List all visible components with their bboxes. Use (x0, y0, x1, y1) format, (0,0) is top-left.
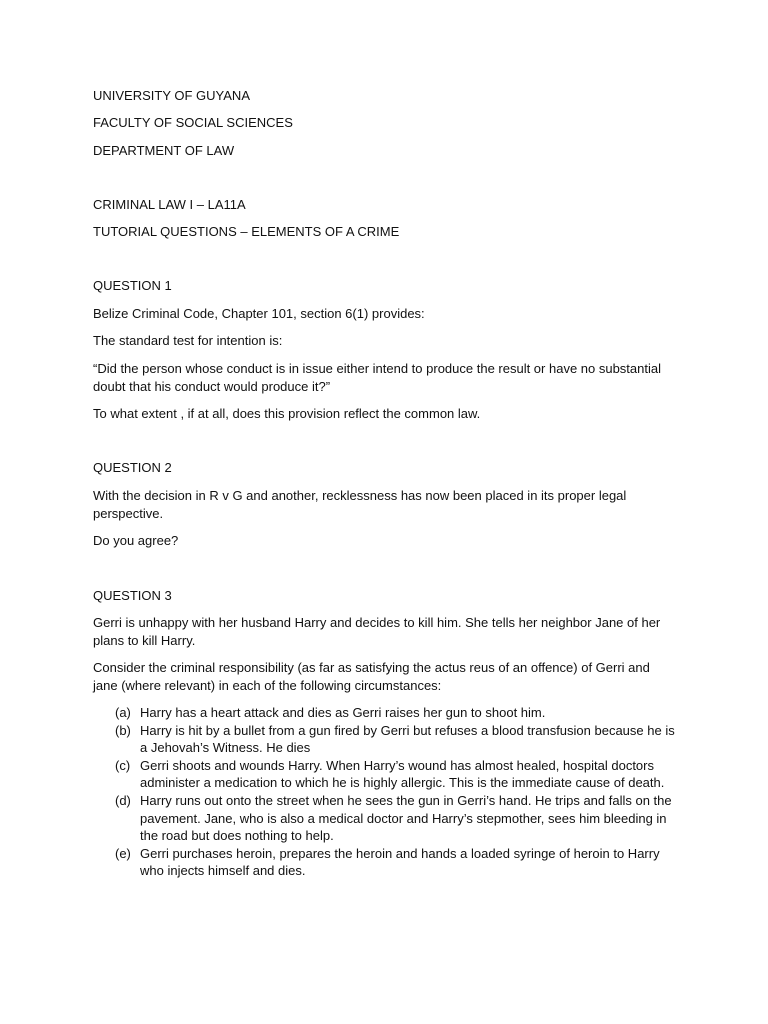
list-marker: (a) (115, 705, 131, 720)
list-item (115, 757, 685, 792)
department-name: DEPARTMENT OF LAW (93, 143, 235, 158)
question-1-paragraph: The standard test for intention is: (93, 333, 283, 348)
question-3-paragraph: Consider the criminal responsibility (as far as satisfying the actus reus of an offence) of Gerri and jane (where relevant) in each of the following circumstances: (93, 660, 650, 693)
question-3-heading: QUESTION 3 (93, 588, 172, 603)
list-item-text: Harry runs out onto the street when he sees the gun in Gerri’s hand. He trips and falls on the pavement. Jane, who is also a medical doctor and Harry’s stepmother, sees him bleeding in the road but does nothing to help. (140, 792, 672, 844)
list-item-text: Gerri purchases heroin, prepares the heroin and hands a loaded syringe of heroin to Harry who injects himself and dies. (140, 845, 660, 879)
circumstances-list (115, 704, 685, 880)
course-title: CRIMINAL LAW I – LA11A (93, 197, 246, 212)
list-item-text: Harry is hit by a bullet from a gun fired by Gerri but refuses a blood transfusion because he is a Jehovah’s Witness. He dies (140, 722, 675, 756)
list-item-text: Harry has a heart attack and dies as Gerri raises her gun to shoot him. (140, 705, 546, 720)
list-item (115, 792, 685, 845)
list-item (115, 704, 685, 722)
list-marker: (e) (115, 845, 131, 861)
question-1-heading: QUESTION 1 (93, 278, 172, 293)
question-2-paragraph: With the decision in R v G and another, recklessness has now been placed in its proper legal perspective. (93, 488, 627, 521)
university-name: UNIVERSITY OF GUYANA (93, 88, 250, 103)
question-1-paragraph: To what extent , if at all, does this provision reflect the common law. (93, 406, 481, 421)
list-item (115, 845, 685, 880)
question-2-heading: QUESTION 2 (93, 460, 172, 475)
question-3-paragraph: Gerri is unhappy with her husband Harry and decides to kill him. She tells her neighbor Jane of her plans to kill Harry. (93, 615, 661, 648)
question-1-quote: “Did the person whose conduct is in issue either intend to produce the result or have no substantial doubt that his conduct would produce it?” (93, 361, 662, 394)
faculty-name: FACULTY OF SOCIAL SCIENCES (93, 115, 293, 130)
question-1-paragraph: Belize Criminal Code, Chapter 101, section 6(1) provides: (93, 306, 425, 321)
tutorial-title: TUTORIAL QUESTIONS – ELEMENTS OF A CRIME (93, 224, 400, 239)
list-item-text: Gerri shoots and wounds Harry. When Harry’s wound has almost healed, hospital doctors administer a medication to which he is highly allergic. This is the immediate cause of death. (140, 757, 665, 791)
list-item (115, 722, 685, 757)
list-marker: (c) (115, 757, 131, 773)
list-marker: (d) (115, 792, 131, 808)
question-2-paragraph: Do you agree? (93, 533, 179, 548)
list-marker: (b) (115, 722, 131, 738)
